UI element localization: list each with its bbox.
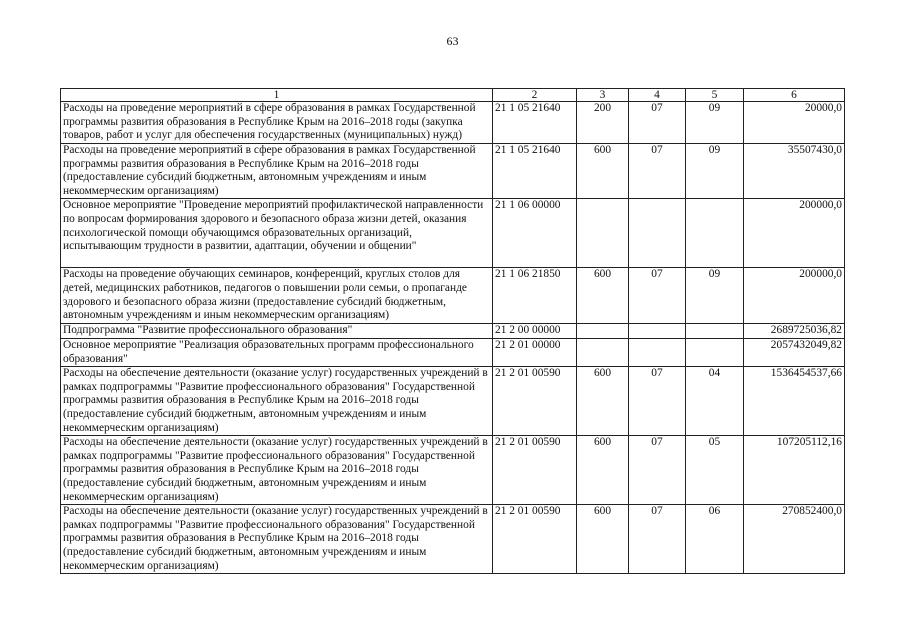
- row-subsection: [686, 199, 744, 268]
- row-subsection: 05: [686, 436, 744, 505]
- header-col-6: 6: [744, 89, 845, 102]
- header-col-2: 2: [493, 89, 577, 102]
- row-expense-type: 600: [577, 144, 629, 199]
- row-subsection: [686, 338, 744, 366]
- table-row: [61, 102, 845, 144]
- row-sum: 107205112,16: [744, 436, 845, 505]
- row-sum: 1536454537,66: [744, 367, 845, 436]
- row-code: 21 1 05 21640: [493, 102, 577, 144]
- table-row: [61, 367, 845, 436]
- row-section: [629, 338, 686, 366]
- row-code: 21 1 06 21850: [493, 268, 577, 324]
- row-code: 21 2 01 00590: [493, 505, 577, 574]
- row-sum: 200000,0: [744, 199, 845, 268]
- header-col-3: 3: [577, 89, 629, 102]
- row-expense-type: [577, 199, 629, 268]
- header-col-1: 1: [61, 89, 493, 102]
- row-expense-type: 600: [577, 436, 629, 505]
- row-section: 07: [629, 144, 686, 199]
- row-expense-type: 600: [577, 367, 629, 436]
- budget-table: [60, 88, 845, 574]
- table-row: [61, 324, 845, 339]
- row-name: Расходы на проведение мероприятий в сфере образования в рамках Государственной программы развития образования в Республике Крым на 2016–2018 годы (закупка товаров, работ и услуг для обеспечения государственных (муниципальных) нужд): [61, 102, 493, 144]
- page-number: 63: [446, 34, 459, 48]
- row-name: Расходы на обеспечение деятельности (оказание услуг) государственных учреждений в рамках подпрограммы "Развитие профессионального образования" Государственной программы развития образования в Республике Крым на 2016–2018 годы (предоставление субсидий бюджетным, автономным учреждениям и иным некоммерческим организациям): [61, 436, 493, 505]
- row-sum: 20000,0: [744, 102, 845, 144]
- row-expense-type: [577, 324, 629, 339]
- table-row: [61, 199, 845, 268]
- row-expense-type: [577, 338, 629, 366]
- table-row: [61, 505, 845, 574]
- row-name: Основное мероприятие "Реализация образовательных программ профессионального образования": [61, 338, 493, 366]
- row-section: 07: [629, 268, 686, 324]
- row-sum: 270852400,0: [744, 505, 845, 574]
- row-expense-type: 200: [577, 102, 629, 144]
- row-expense-type: 600: [577, 505, 629, 574]
- row-name: Расходы на обеспечение деятельности (оказание услуг) государственных учреждений в рамках подпрограммы "Развитие профессионального образования" Государственной программы развития образования в Республике Крым на 2016–2018 годы (предоставление субсидий бюджетным, автономным учреждениям и иным некоммерческим организациям): [61, 505, 493, 574]
- row-name: Расходы на проведение мероприятий в сфере образования в рамках Государственной программы развития образования в Республике Крым на 2016–2018 годы (предоставление субсидий бюджетным, автономным учреждениям и иным некоммерческим организациям): [61, 144, 493, 199]
- row-section: 07: [629, 102, 686, 144]
- row-section: 07: [629, 436, 686, 505]
- row-name: Основное мероприятие "Проведение мероприятий профилактической направленности по вопросам формирования здорового и безопасного образа жизни детей, оказания психологической помощи обучающимся образовательных организаций, испытывающим трудности в развитии, адаптации, обучении и общении": [61, 199, 493, 268]
- row-code: 21 2 01 00000: [493, 338, 577, 366]
- table-row: [61, 268, 845, 324]
- row-sum: 2689725036,82: [744, 324, 845, 339]
- row-section: 07: [629, 367, 686, 436]
- row-section: [629, 324, 686, 339]
- row-section: [629, 199, 686, 268]
- row-subsection: 09: [686, 102, 744, 144]
- row-code: 21 2 01 00590: [493, 367, 577, 436]
- table-row: [61, 144, 845, 199]
- row-code: 21 1 06 00000: [493, 199, 577, 268]
- header-col-5: 5: [686, 89, 744, 102]
- row-subsection: 06: [686, 505, 744, 574]
- row-name: Подпрограмма "Развитие профессионального образования": [61, 324, 493, 339]
- row-code: 21 1 05 21640: [493, 144, 577, 199]
- table-row: [61, 436, 845, 505]
- header-col-4: 4: [629, 89, 686, 102]
- row-subsection: [686, 324, 744, 339]
- row-subsection: 09: [686, 144, 744, 199]
- header-row: [61, 89, 845, 102]
- row-code: 21 2 00 00000: [493, 324, 577, 339]
- row-code: 21 2 01 00590: [493, 436, 577, 505]
- table-row: [61, 338, 845, 366]
- row-sum: 35507430,0: [744, 144, 845, 199]
- row-subsection: 04: [686, 367, 744, 436]
- row-sum: 200000,0: [744, 268, 845, 324]
- row-expense-type: 600: [577, 268, 629, 324]
- row-name: Расходы на обеспечение деятельности (оказание услуг) государственных учреждений в рамках подпрограммы "Развитие профессионального образования" Государственной программы развития образования в Республике Крым на 2016–2018 годы (предоставление субсидий бюджетным, автономным учреждениям и иным некоммерческим организациям): [61, 367, 493, 436]
- row-section: 07: [629, 505, 686, 574]
- row-subsection: 09: [686, 268, 744, 324]
- row-sum: 2057432049,82: [744, 338, 845, 366]
- row-name: Расходы на проведение обучающих семинаров, конференций, круглых столов для детей, медицинских работников, педагогов о повышении роли семьи, о пропаганде здорового и безопасного образа жизни (предоставление субсидий бюджетным, автономным учреждениям и иным некоммерческим организациям): [61, 268, 493, 324]
